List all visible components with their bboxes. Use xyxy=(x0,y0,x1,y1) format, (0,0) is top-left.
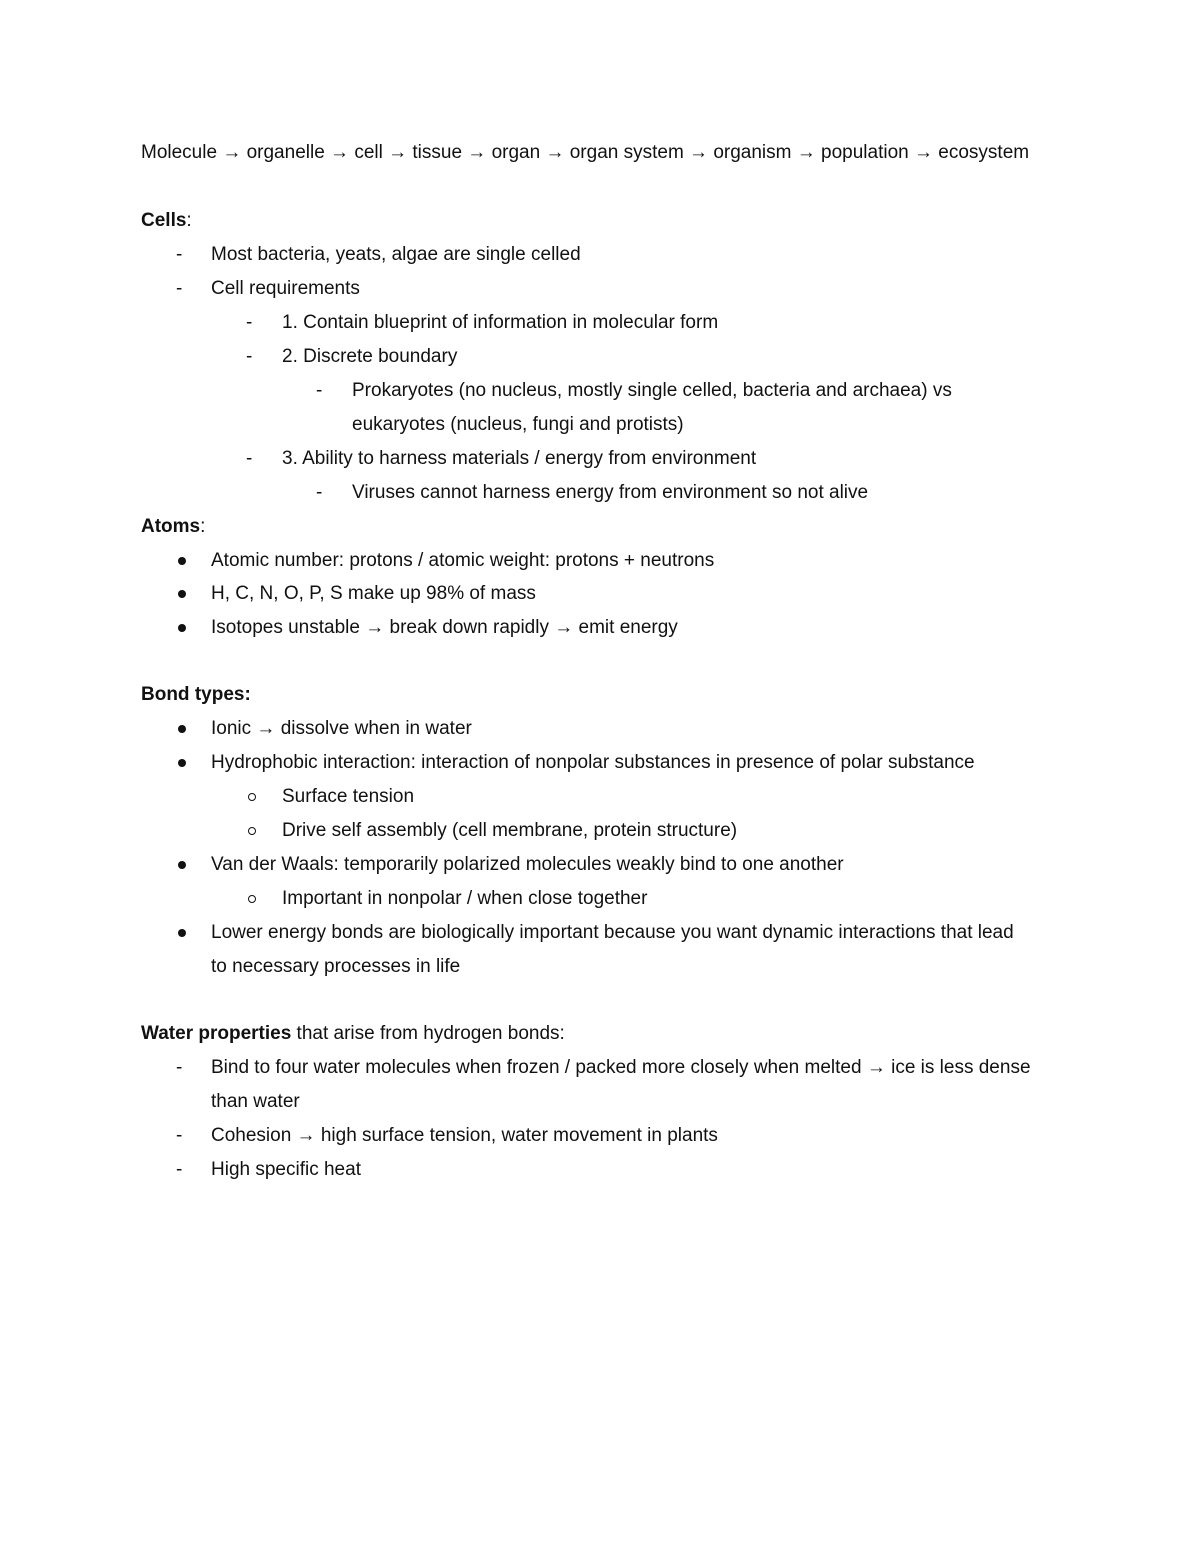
bullet-marker xyxy=(178,725,186,733)
cells-heading-bold: Cells xyxy=(141,210,187,231)
dash-marker: - xyxy=(176,1125,183,1146)
cells-heading-colon: : xyxy=(186,210,192,231)
atoms-heading xyxy=(141,515,205,539)
bullet-marker xyxy=(178,861,186,869)
water-heading-rest: that arise from hydrogen bonds: xyxy=(291,1023,565,1044)
atoms-item-text: H, C, N, O, P, S make up 98% of mass xyxy=(211,583,536,604)
water-item3: High specific heat xyxy=(211,1159,361,1180)
dash-marker: - xyxy=(176,278,183,299)
boundary-note-line2: eukaryotes (nucleus, fungi and protists) xyxy=(352,414,684,435)
dash-marker: - xyxy=(246,312,253,333)
dash-marker: - xyxy=(176,244,183,265)
atoms-heading-colon: : xyxy=(200,516,206,537)
dash-marker: - xyxy=(316,380,323,401)
cells-item-text: Cell requirements xyxy=(211,278,360,299)
ring-marker xyxy=(248,793,256,801)
cells-item-text: Most bacteria, yeats, algae are single celled xyxy=(211,244,581,265)
bullet-marker xyxy=(178,759,186,767)
energy-note: Viruses cannot harness energy from environment so not alive xyxy=(352,482,869,503)
bond-hydrophobic-text: Hydrophobic interaction: interaction of nonpolar substances in presence of polar substance xyxy=(211,752,975,773)
water-item1-line2: than water xyxy=(211,1091,300,1112)
bond-lower-line1: Lower energy bonds are biologically important because you want dynamic interactions that lead xyxy=(211,922,1014,943)
dash-marker: - xyxy=(176,1057,183,1078)
vdw-sub-text: Important in nonpolar / when close together xyxy=(282,888,648,909)
atoms-item-text: Isotopes unstable → break down rapidly → emit energy xyxy=(211,617,678,638)
bullet-marker xyxy=(178,590,186,598)
requirement-text: 3. Ability to harness materials / energy from environment xyxy=(282,448,757,469)
water-heading-bold: Water properties xyxy=(141,1023,292,1044)
bond-ionic-text: Ionic → dissolve when in water xyxy=(211,718,472,739)
ring-marker xyxy=(248,827,256,835)
atoms-heading-bold: Atoms xyxy=(141,516,201,537)
dash-marker: - xyxy=(316,482,323,503)
requirement-text: 2. Discrete boundary xyxy=(282,346,458,367)
water-item1-line1: Bind to four water molecules when frozen / packed more closely when melted → ice is less dense xyxy=(211,1057,1031,1078)
bullet-marker xyxy=(178,557,186,565)
hierarchy-text: Molecule → organelle → cell → tissue → organ → organ system → organism → population → ecosystem xyxy=(141,142,1030,163)
water-item2: Cohesion → high surface tension, water movement in plants xyxy=(211,1125,718,1146)
bonds-heading xyxy=(141,683,251,707)
hydrophobic-sub-text: Drive self assembly (cell membrane, protein structure) xyxy=(282,820,738,841)
bullet-marker xyxy=(178,624,186,632)
dash-marker: - xyxy=(176,1159,183,1180)
atoms-item-text: Atomic number: protons / atomic weight: protons + neutrons xyxy=(211,550,715,571)
water-heading xyxy=(141,1022,565,1046)
bullet-marker xyxy=(178,929,186,937)
hydrophobic-sub-text: Surface tension xyxy=(282,786,415,807)
dash-marker: - xyxy=(246,448,253,469)
ring-marker xyxy=(248,895,256,903)
bonds-heading-bold: Bond types: xyxy=(141,684,251,705)
cells-heading xyxy=(141,209,192,233)
bond-vdw-text: Van der Waals: temporarily polarized molecules weakly bind to one another xyxy=(211,854,844,875)
bond-lower-line2: to necessary processes in life xyxy=(211,956,461,977)
boundary-note-line1: Prokaryotes (no nucleus, mostly single celled, bacteria and archaea) vs xyxy=(352,380,952,401)
requirement-text: 1. Contain blueprint of information in molecular form xyxy=(282,312,719,333)
dash-marker: - xyxy=(246,346,253,367)
